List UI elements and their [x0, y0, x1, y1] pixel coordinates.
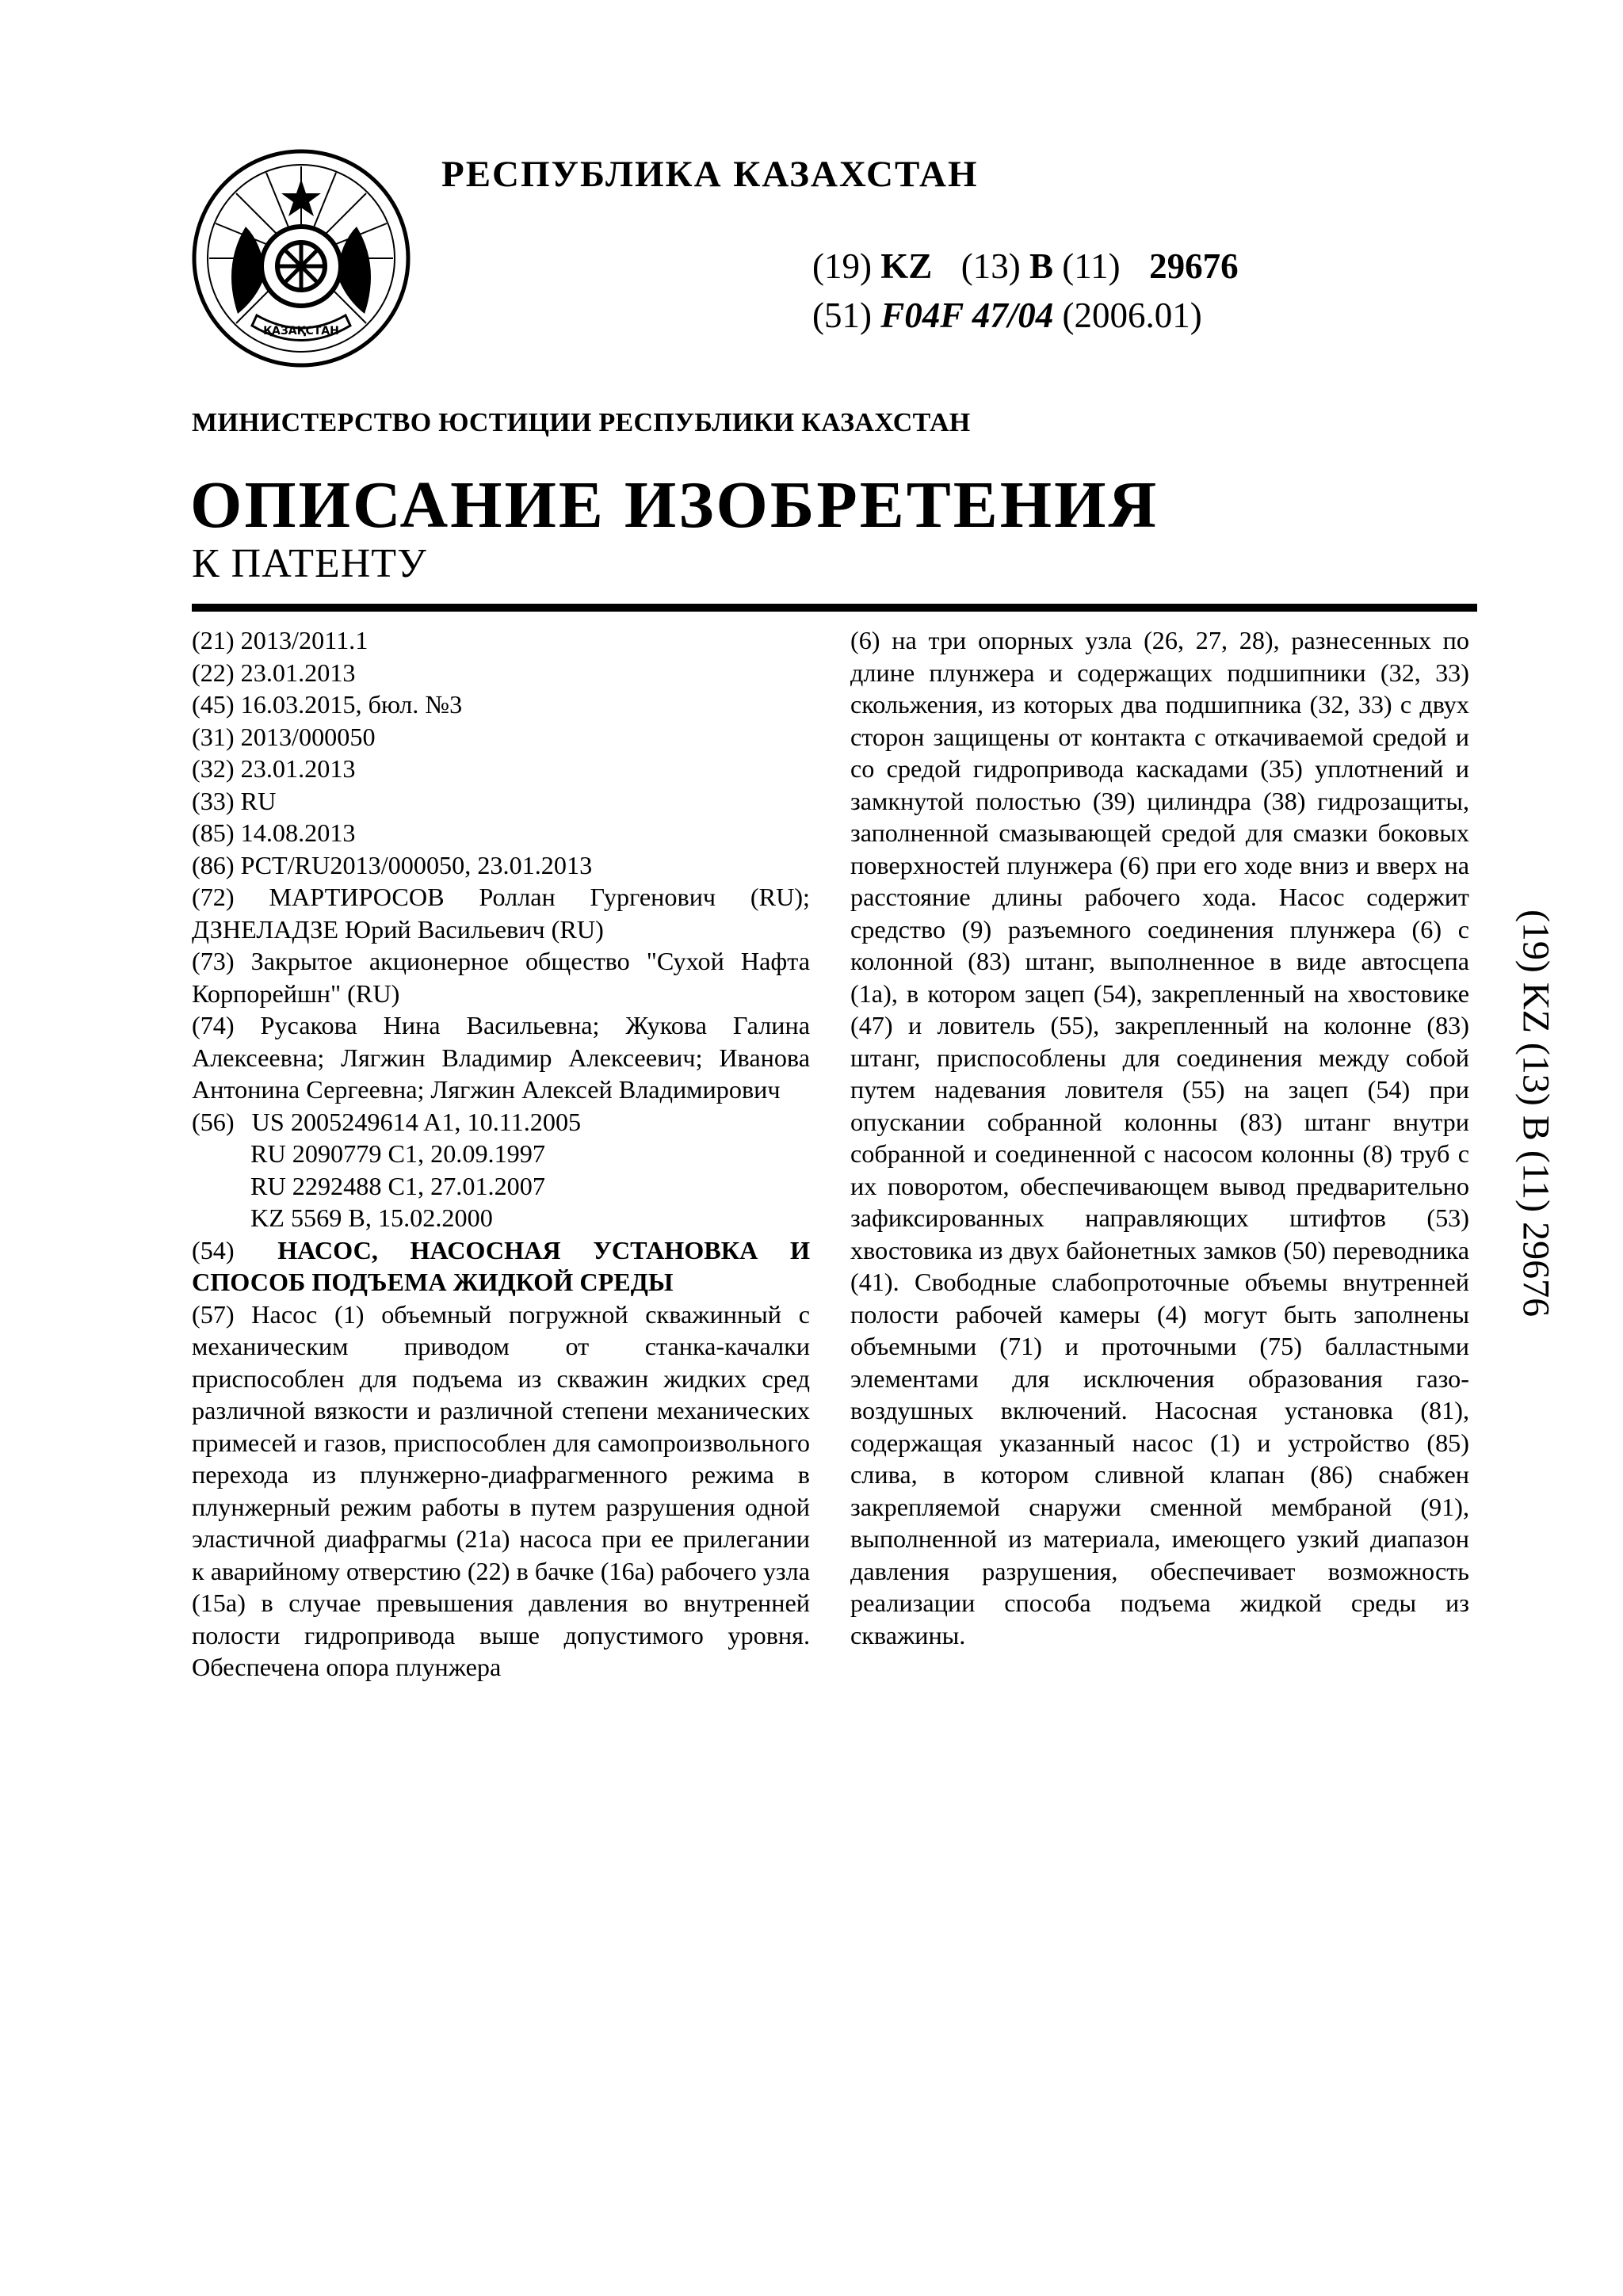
code-51: (51) [812, 296, 872, 335]
field-73-owner: (73) Закрытое акционерное общество "Сухой Нафта Корпорейшн" (RU) [192, 947, 810, 1008]
emblem-text: ҚАЗАҚСТАН [263, 325, 339, 338]
reference-item: US 2005249614 A1, 10.11.2005 [251, 1107, 582, 1136]
field-21: (21) 2013/2011.1 [192, 626, 369, 654]
reference-item: KZ 5569 B, 15.02.2000 [250, 1203, 493, 1232]
patent-number: 29676 [1149, 246, 1239, 286]
patent-codes [812, 242, 1239, 340]
left-column [192, 624, 810, 1684]
field-54-title [192, 1234, 810, 1299]
header-divider [192, 604, 1477, 612]
field-31: (31) 2013/000050 [192, 722, 376, 751]
country-code: KZ [880, 246, 933, 286]
field-54-label: (54) [192, 1235, 235, 1264]
document-kind: B [1029, 246, 1054, 286]
field-85: (85) 14.08.2013 [192, 818, 356, 847]
field-56-references [192, 1106, 810, 1138]
field-33: (33) RU [192, 786, 277, 815]
ipc-version: (2006.01) [1062, 296, 1202, 335]
field-56-label: (56) [192, 1107, 235, 1136]
code-11: (11) [1062, 246, 1121, 286]
field-72-inventors: (72) МАРТИРОСОВ Роллан Гургенович (RU); ДЗНЕЛАДЗЕ Юрий Васильевич (RU) [192, 883, 810, 944]
country-heading: РЕСПУБЛИКА КАЗАХСТАН [441, 154, 979, 195]
document-title: ОПИСАНИЕ ИЗОБРЕТЕНИЯ [190, 468, 1159, 542]
abstract-part-1: (57) Насос (1) объемный погружной скважинный с механическим приводом от станка-качалки приспособлен для подъема из скважин жидких сред различной вязкости и различной степени механических примесей и газов, приспособлен для самопроизвольного перехода из плунжерно-диафрагменного режима в плунжерный режим работы в путем разрушения одной эластичной диафрагмы (21а) насоса при ее прилегании к аварийному отверстию (22) в бачке (16а) рабочего узла (15а) в случае превышения давления во внутренней полости гидропривода выше допустимого уровня. Обеспечена опора плунжера [192, 1299, 810, 1681]
document-subtitle: К ПАТЕНТУ [192, 541, 427, 586]
field-45: (45) 16.03.2015, бюл. №3 [192, 690, 463, 719]
reference-item: RU 2292488 C1, 27.01.2007 [250, 1171, 545, 1200]
field-86: (86) PCT/RU2013/000050, 23.01.2013 [192, 850, 593, 879]
side-patent-label: (19) KZ (13) B (11) 29676 [1514, 909, 1557, 1318]
abstract-part-2: (6) на три опорных узла (26, 27, 28), разнесенных по длине плунжера и содержащих подшипники (32, 33) скольжения, из которых два подшипника (32, 33) с двух сторон защищены от контакта с откачиваемой средой и со средой гидропривода каскадами (35) уплотнений и замкнутой полостью (39) цилиндра (38) гидрозащиты, заполненной смазывающей средой для смазки боковых поверхностей плунжера (6) при его ходе вниз и вверх на расстояние длины рабочего хода. Насос содержит средство (9) разъемного соединения плунжера (6) с колонной (83) штанг, выполненное в виде автосцепа (1а), в котором зацеп (54), закрепленный на хвостовике (47) и ловитель (55), закрепленный на колонне (83) штанг, приспособлены для соединения между собой путем надевания ловителя (55) на зацеп (54) при опускании собранной колонны (83) штанг внутри собранной и соединенной с насосом колонны (8) труб с их поворотом, обеспечивающем вывод предварительно зафиксированных направляющих штифтов (53) хвостовика из двух байонетных замков (50) переводника (41). Свободные слабопроточные объемы внутренней полости рабочей камеры (4) могут быть заполнены объемными (71) и проточными (75) балластными элементами для исключения образования газо-воздушных включений. Насосная установка (81), содержащая указанный насос (1) и устройство (85) слива, в котором сливной клапан (86) снабжен закрепляемой снаружи сменной мембраной (91), выполненной из материала, имеющего узкий диапазон давления разрушения, обеспечивает возможность реализации способа подъема жидкой среды из скважины. [850, 626, 1469, 1650]
field-74-attorneys: (74) Русакова Нина Васильевна; Жукова Галина Алексеевна; Лягжин Владимир Алексеевич; Иванова Антонина Сергеевна; Лягжин Алексей Владимирович [192, 1011, 810, 1104]
right-column [850, 624, 1469, 1651]
ipc-class: F04F 47/04 [880, 296, 1054, 335]
code-13: (13) [960, 246, 1021, 286]
field-22: (22) 23.01.2013 [192, 658, 356, 687]
code-19: (19) [812, 246, 872, 286]
ministry-heading: МИНИСТЕРСТВО ЮСТИЦИИ РЕСПУБЛИКИ КАЗАХСТАН [192, 408, 971, 437]
field-32: (32) 23.01.2013 [192, 754, 356, 783]
invention-title: НАСОС, НАСОСНАЯ УСТАНОВКА И СПОСОБ ПОДЪЕМА ЖИДКОЙ СРЕДЫ [192, 1235, 811, 1296]
kazakhstan-emblem-icon [190, 147, 412, 369]
reference-item: RU 2090779 C1, 20.09.1997 [250, 1139, 545, 1168]
